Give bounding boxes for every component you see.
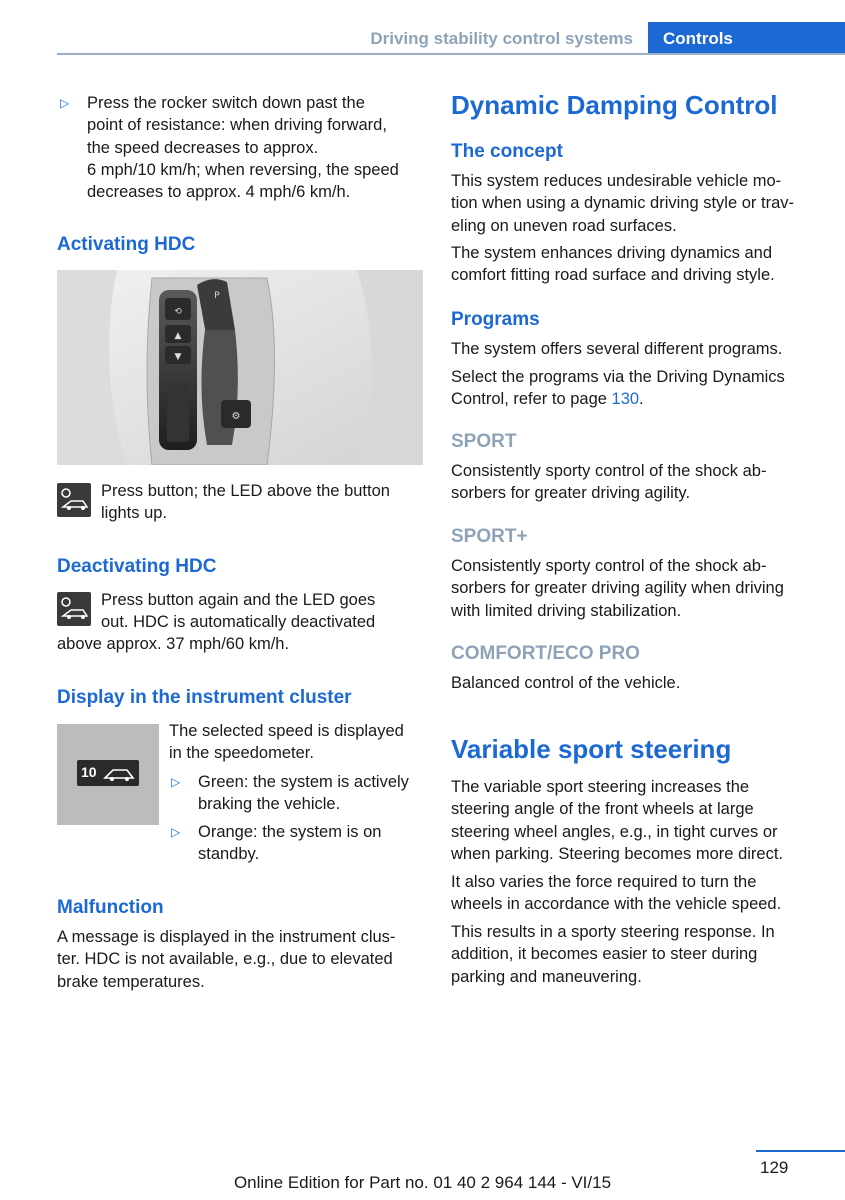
header-rule xyxy=(57,53,845,55)
deactivating-hdc-text-1: Press button again and the LED goes xyxy=(101,591,376,609)
page-130-link[interactable]: 130 xyxy=(611,390,640,409)
ddc-heading: Dynamic Damping Control xyxy=(451,90,778,120)
svg-text:⟲: ⟲ xyxy=(174,307,182,317)
running-header-section: Driving stability control systems xyxy=(370,29,633,48)
display-bullet-green: Green: the system is actively braking the vehicle. xyxy=(198,773,409,814)
malfunction-heading: Malfunction xyxy=(57,897,164,918)
edition-footer: Online Edition for Part no. 01 40 2 964 144 - VI/15 xyxy=(233,1173,612,1192)
cluster-speed-number: 10 xyxy=(81,764,97,780)
malfunction-text: A message is displayed in the instrument clus- ter. HDC is not available, e.g., due to elevated brake temperatures. xyxy=(57,928,396,991)
sport-text: Consistently sporty control of the shock ab- sorbers for greater driving agility. xyxy=(451,462,767,503)
deactivating-hdc-heading: Deactivating HDC xyxy=(57,556,217,577)
deactivating-hdc-text-3: above approx. 37 mph/60 km/h. xyxy=(57,635,290,653)
concept-text: This system reduces undesirable vehicle mo- tion when using a dynamic driving style or trav- eling on uneven road surfaces. xyxy=(451,172,794,235)
hdc-button-icon xyxy=(57,592,91,626)
center-console-photo xyxy=(57,270,423,465)
instrument-cluster-image xyxy=(57,724,159,825)
concept-heading: The concept xyxy=(451,141,563,162)
page-number: 129 xyxy=(760,1158,789,1177)
vss-heading: Variable sport steering xyxy=(451,734,732,764)
bullet-triangle-icon: ▷ xyxy=(171,825,181,839)
comfort-eco-pro-heading: COMFORT/ECO PRO xyxy=(451,643,640,664)
sport-plus-text: Consistently sporty control of the shock ab- sorbers for greater driving agility when driving with limited driving stabilization. xyxy=(451,557,784,620)
concept-text-2: The system enhances driving dynamics and comfort fitting road surface and driving style. xyxy=(451,244,775,285)
programs-heading: Programs xyxy=(451,309,540,330)
hdc-button-icon xyxy=(57,483,91,517)
vss-text-2: It also varies the force required to turn the wheels in accordance with the vehicle speed. xyxy=(451,873,782,914)
svg-text:P: P xyxy=(214,291,220,301)
svg-text:▲: ▲ xyxy=(174,331,182,341)
display-instrument-cluster-heading: Display in the instrument cluster xyxy=(57,687,352,708)
display-text: The selected speed is displayed in the speedometer. xyxy=(169,722,404,763)
display-bullet-orange: Orange: the system is on standby. xyxy=(198,823,382,864)
programs-text: The system offers several different programs. xyxy=(451,340,783,358)
vss-text-3: This results in a sporty steering response. In addition, it becomes easier to steer during parking and maneuvering. xyxy=(451,923,775,986)
vss-text: The variable sport steering increases the steering angle of the front wheels at large steering wheel angles, e.g., in tight curves or when parking. Steering becomes more direct. xyxy=(451,778,783,863)
bullet-triangle-icon: ▷ xyxy=(171,775,181,789)
running-header-tab: Controls xyxy=(648,22,845,55)
sport-plus-heading: SPORT+ xyxy=(451,526,528,547)
deactivating-hdc-text-2: out. HDC is automatically deactivated xyxy=(101,613,376,631)
hdc-car-icon xyxy=(103,762,135,784)
bullet-triangle-icon: ▷ xyxy=(60,96,70,110)
svg-text:⚙: ⚙ xyxy=(231,411,241,422)
sport-heading: SPORT xyxy=(451,431,517,452)
programs-text-2: Select the programs via the Driving Dynamics Control, refer to page 130. xyxy=(451,368,785,409)
activating-hdc-text: Press button; the LED above the button lights up. xyxy=(101,482,390,523)
hdc-rocker-bullet: Press the rocker switch down past the point of resistance: when driving forward, the speed decreases to approx. 6 mph/10 km/h; when reversing, the speed decreases to approx. 4 mph/6 km/h. xyxy=(87,94,399,202)
footer-rule xyxy=(756,1150,845,1152)
comfort-text: Balanced control of the vehicle. xyxy=(451,674,681,692)
activating-hdc-heading: Activating HDC xyxy=(57,234,196,255)
svg-text:▼: ▼ xyxy=(174,352,182,362)
